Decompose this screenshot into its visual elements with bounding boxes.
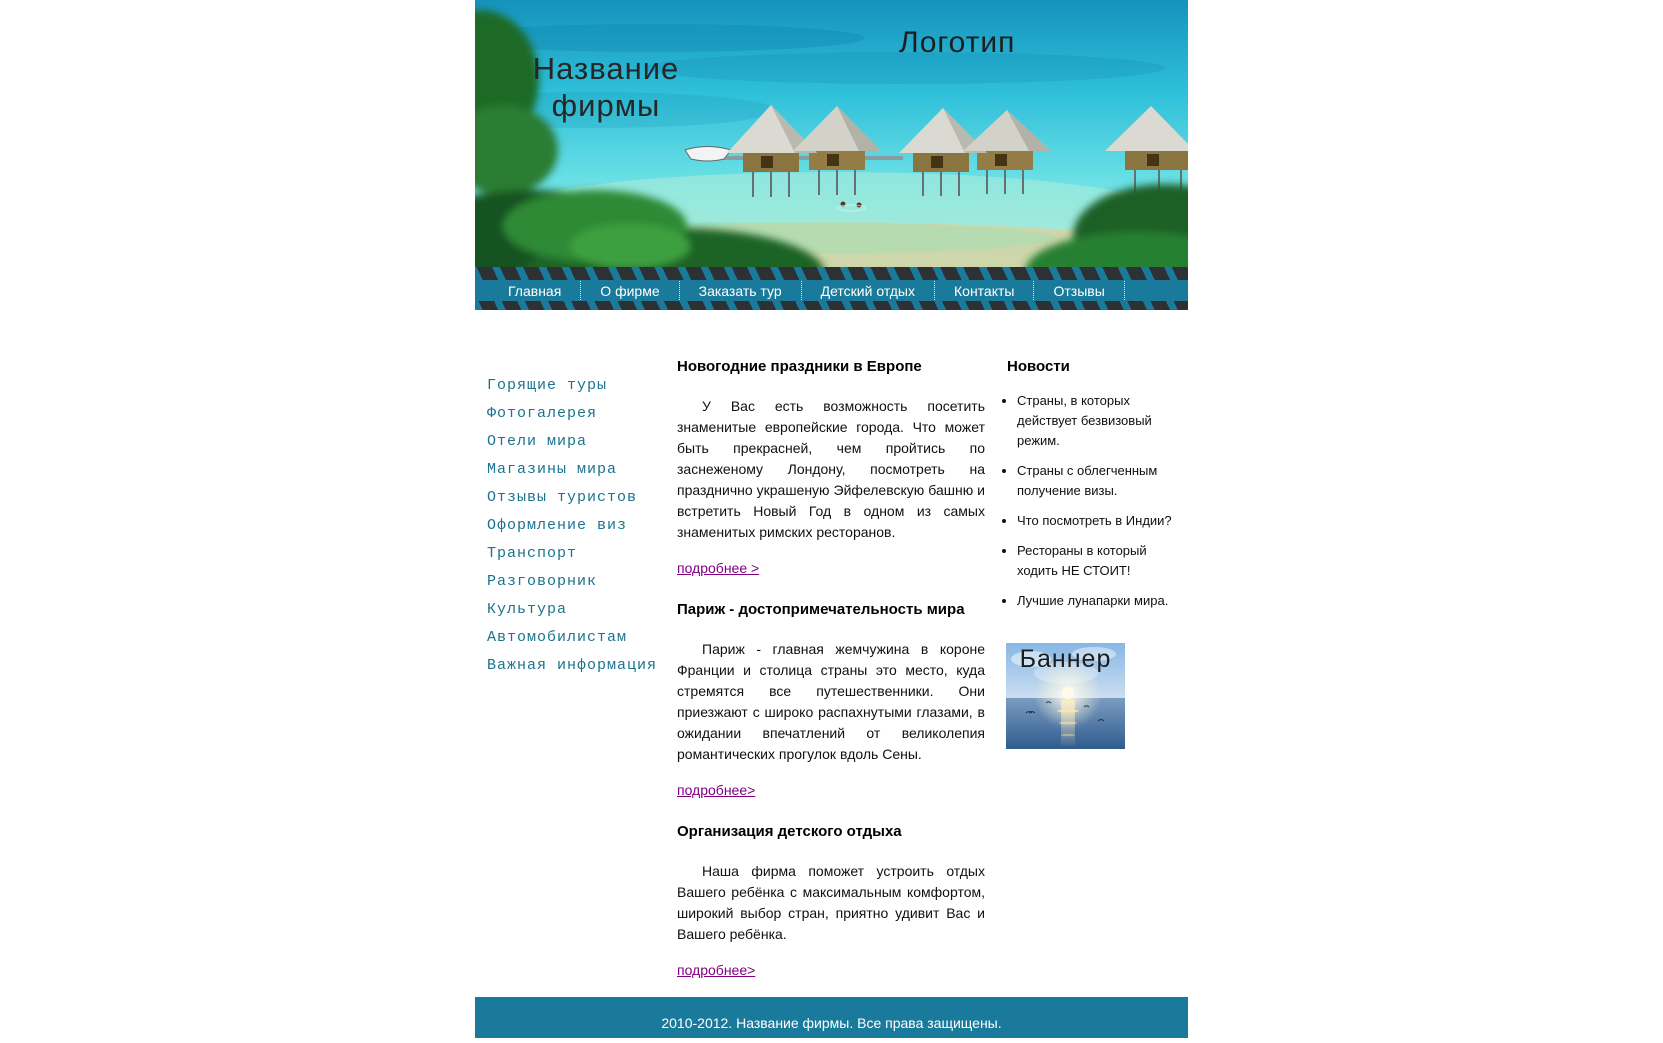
news-item: • Что посмотреть в Индии? [1017,511,1188,531]
article [677,823,985,1003]
article [677,358,985,601]
company-name-line1: Название [532,51,680,86]
header-image [475,0,1188,267]
nav-item-reviews[interactable]: Отзывы [1034,281,1124,300]
nav-item-home[interactable]: Главная [489,281,581,300]
sidebar-item-visa-processing[interactable]: Оформление виз [487,517,628,534]
news-title: Новости [1007,358,1070,375]
news-item: • Рестораны в который ходить НЕ СТОИТ! [1017,541,1188,581]
main-content [475,310,1188,997]
article-title: Организация детского отдыха [677,823,902,840]
sidebar-menu [487,377,659,685]
company-name-line2: фирмы [551,88,661,123]
header-photo-illustration [475,0,1188,267]
sidebar-item-photo-gallery[interactable]: Фотогалерея [487,405,598,422]
sidebar-item-tourist-reviews[interactable]: Отзывы туристов [487,489,638,506]
more-link[interactable]: подробнее> [677,962,756,978]
navbar-stripe-top [475,267,1188,280]
article-title: Париж - достопримечательность мира [677,601,965,618]
more-link[interactable]: подробнее> [677,782,756,798]
article-body: Париж - главная жемчужина в короне Франции и столица страны это место, куда стремятся все путешественники. Они приезжают с широко распахнутыми глазами, в ожидании впечатлений от великолепия романтических прогулок вдоль Сены. [677,641,985,762]
navbar [475,267,1188,310]
banner-image[interactable] [1006,643,1125,749]
nav-item-about[interactable]: О фирме [581,281,679,300]
page [475,0,1188,1038]
news-item: • Страны с облегченным получение визы. [1017,461,1188,501]
nav-item-kids-holidays[interactable]: Детский отдых [802,281,935,300]
sidebar-item-important-info[interactable]: Важная информация [487,657,658,674]
news-column [999,358,1188,621]
sidebar-item-transport[interactable]: Транспорт [487,545,578,562]
company-name [511,50,701,124]
news-list [1017,391,1188,611]
nav-item-order-tour[interactable]: Заказать тур [680,281,802,300]
sidebar-item-motorists[interactable]: Автомобилистам [487,629,628,646]
footer [475,997,1188,1038]
navbar-items [475,280,1188,301]
news-item: • Страны, в которых действует безвизовый режим. [1017,391,1188,451]
banner-label: Баннер [1019,645,1112,673]
article-body: Наша фирма поможет устроить отдых Вашего ребёнка с максимальным комфортом, широкий выбор стран, приятно удивит Вас и Вашего ребёнка. [677,863,985,942]
news-item: • Лучшие лунапарки мира. [1017,591,1188,611]
navbar-stripe-bottom [475,301,1188,310]
sidebar-item-culture[interactable]: Культура [487,601,568,618]
sidebar-item-hot-tours[interactable]: Горящие туры [487,377,608,394]
copyright-text: 2010-2012. Название фирмы. Все права защищены. [661,1015,1002,1031]
logo-text: Логотип [899,26,1016,59]
nav-item-contacts[interactable]: Контакты [935,281,1034,300]
sidebar-item-world-hotels[interactable]: Отели мира [487,433,588,450]
article-body: У Вас есть возможность посетить знаменитые европейские города. Что может быть прекрасней, чем пройтись по заснеженому Лондону, посмотреть на празднично украшеную Эйфелевскую башню и встретить Новый Год в одном из самых знаменитых римских ресторанов. [677,398,985,540]
sidebar-item-world-shops[interactable]: Магазины мира [487,461,618,478]
article-title: Новогодние праздники в Европе [677,358,922,375]
more-link[interactable]: подробнее > [677,560,760,576]
sidebar-item-phrasebook[interactable]: Разговорник [487,573,598,590]
articles-column [677,358,985,1003]
article [677,601,985,823]
